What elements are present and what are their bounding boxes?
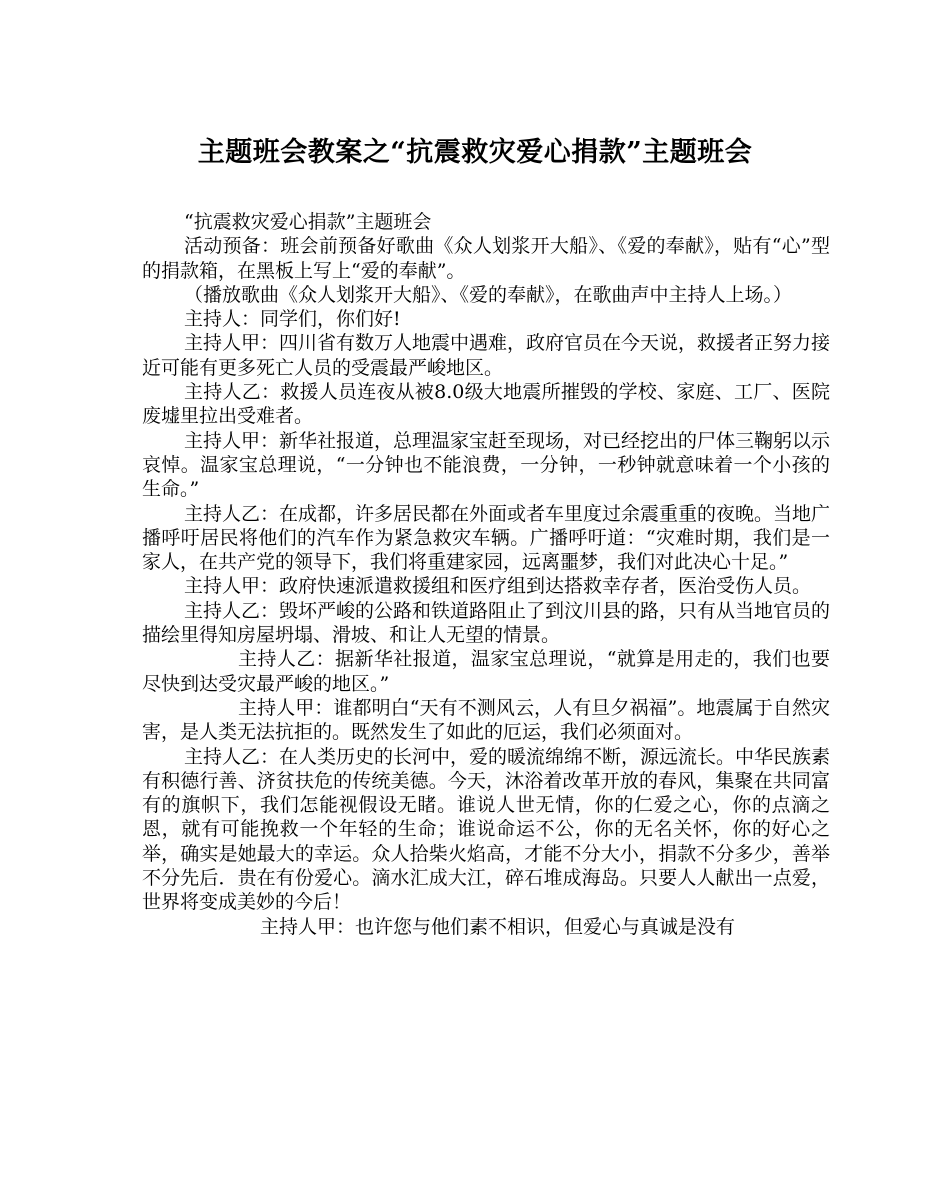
document-title: 主题班会教案之“抗震救灾爱心捐款”主题班会: [197, 137, 753, 168]
paragraph-heading: “抗震救灾爱心捐款”主题班会: [184, 211, 432, 233]
paragraph: 主持人甲：也许您与他们素不相识，但爱心与真诚是没有: [260, 915, 736, 938]
paragraph: 主持人甲：新华社报道，总理温家宝赶至现场，对已经挖出的尸体三鞠躬以示哀悼。温家宝总理说，“一分钟也不能浪费，一分钟，一秒钟就意味着一个小孩的生命。”: [142, 429, 831, 501]
paragraph: 主持人乙：在人类历史的长河中，爱的暖流绵绵不断，源远流长。中华民族素有积德行善、济贫扶危的传统美德。今天，沐浴着改革开放的春风，集聚在共同富有的旗帜下，我们怎能视假设无睹。谁说人世无情，你的仁爱之心，你的点滴之恩，就有可能挽救一个年轻的生命；谁说命运不公，你的无名关怀，你的好心之举，确实是她最大的幸运。众人拾柴火焰高，才能不分大小，捐款不分多少，善举不分先后．贵在有份爱心。滴水汇成大江，碎石堆成海岛。只要人人献出一点爱，世界将变成美妙的今后！: [142, 745, 831, 914]
paragraph: 主持人乙：毁坏严峻的公路和铁道路阻止了到汶川县的路，只有从当地官员的描绘里得知房屋坍塌、滑坡、和让人无望的情景。: [142, 599, 831, 647]
paragraph: 主持人甲：政府快速派遣救援组和医疗组到达搭救幸存者，医治受伤人员。: [184, 575, 812, 598]
paragraph: 主持人乙：在成都，许多居民都在外面或者车里度过余震重重的夜晚。当地广播呼吁居民将他们的汽车作为紧急救灾车辆。广播呼吁道：“灾难时期，我们是一家人，在共产党的领导下，我们将重建家园，远离噩梦，我们对此决心十足。”: [142, 502, 831, 574]
paragraph: 主持人甲：四川省有数万人地震中遇难，政府官员在今天说，救援者正努力接近可能有更多死亡人员的受震最严峻地区。: [142, 332, 831, 379]
paragraph: 活动预备：班会前预备好歌曲《众人划浆开大船》、《爱的奉献》，贴有“心”型的捐款箱，在黑板上写上“爱的奉献”。: [142, 235, 830, 282]
paragraph: 主持人乙：据新华社报道，温家宝总理说，“就算是用走的，我们也要尽快到达受灾最严峻的地区。”: [142, 648, 830, 695]
paragraph: 主持人乙：救援人员连夜从被8.0级大地震所摧毁的学校、家庭、工厂、医院废墟里拉出受难者。: [142, 381, 830, 428]
document-body: [142, 210, 830, 939]
paragraph: （播放歌曲《众人划浆开大船》、《爱的奉献》，在歌曲声中主持人上场。）: [184, 283, 793, 306]
paragraph: 主持人：同学们，你们好!: [184, 308, 401, 331]
paragraph: 主持人甲：谁都明白“天有不测风云，人有旦夕祸福”。地震属于自然灾害，是人类无法抗拒的。既然发生了如此的厄运，我们必须面对。: [142, 696, 830, 744]
